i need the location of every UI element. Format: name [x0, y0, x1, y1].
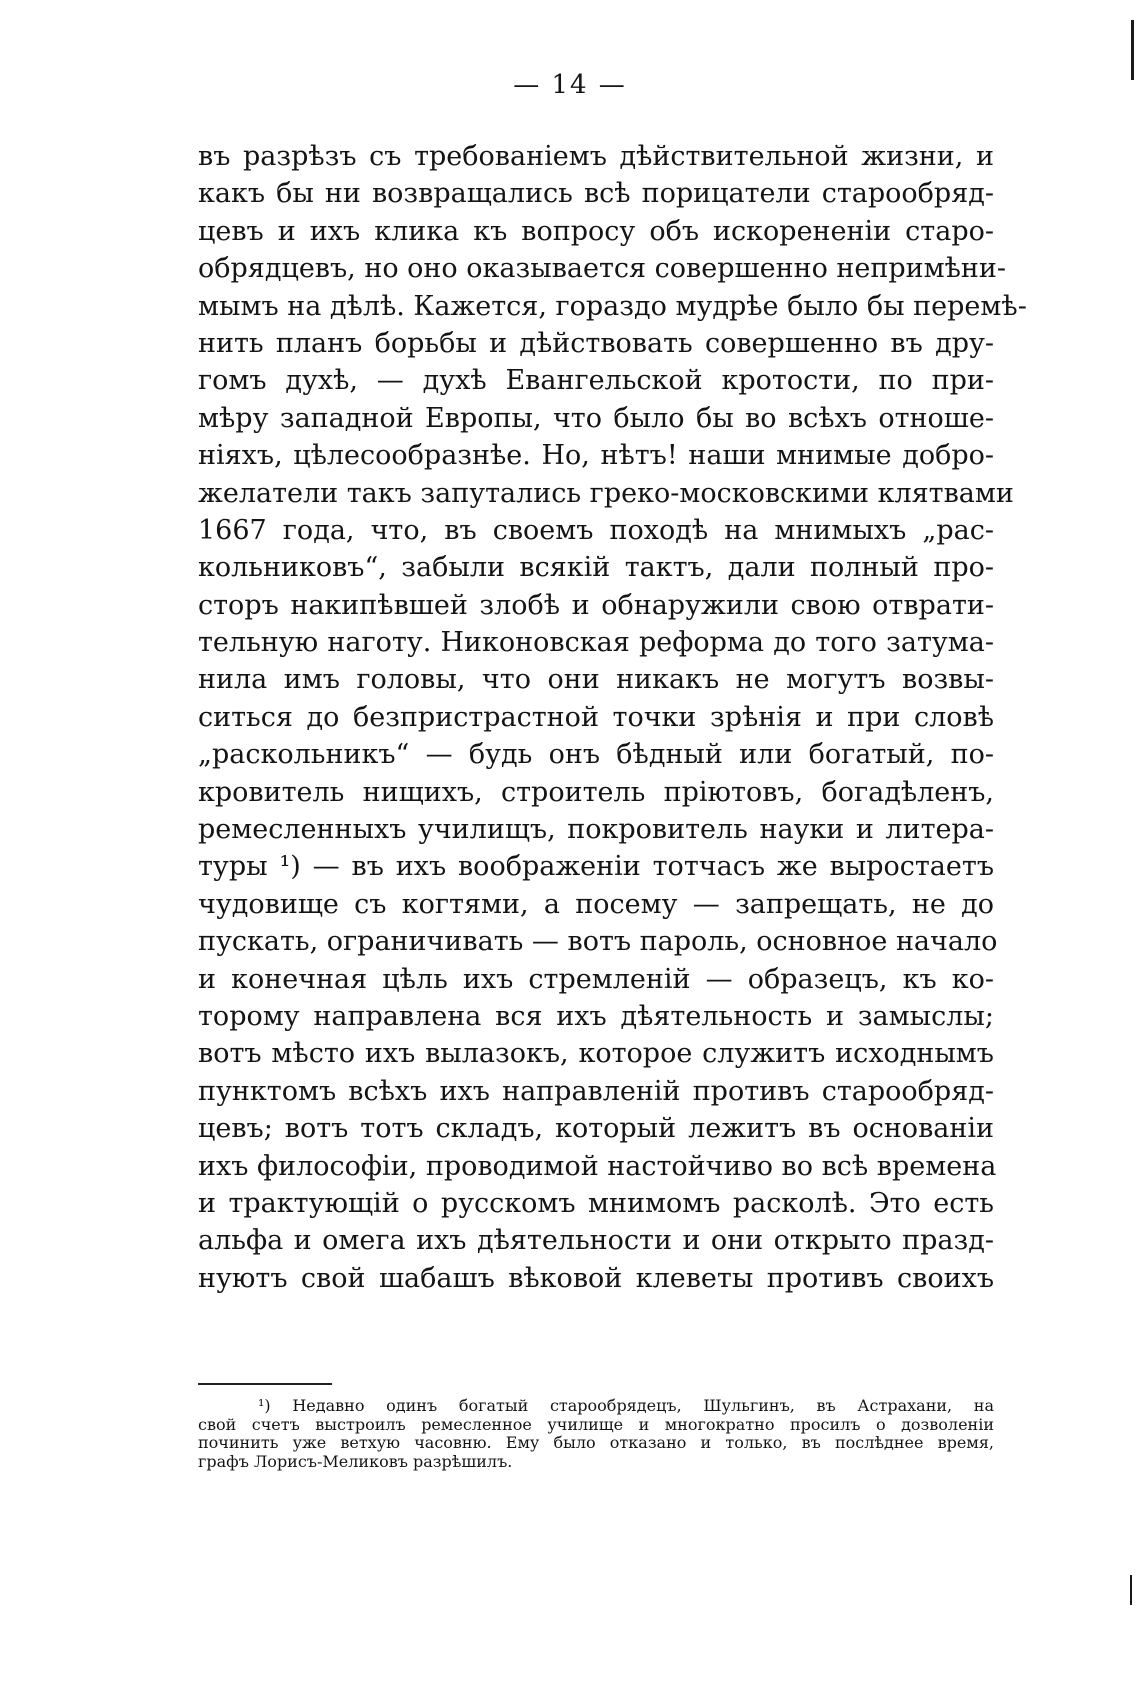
- text-line: тельную наготу. Никоновская реформа до того затума-: [198, 627, 994, 659]
- text-line: пускать, ограничивать — вотъ пароль, основное начало: [198, 926, 998, 958]
- text-line: пунктомъ всѣхъ ихъ направленій противъ старообряд-: [198, 1075, 994, 1107]
- footnote-line: свой счетъ выстроилъ ремесленное училище и многократно просилъ о дозволеніи: [198, 1414, 994, 1434]
- scan-edge-mark: [1130, 1575, 1132, 1605]
- text-line: ихъ философіи, проводимой настойчиво во всѣ времена: [198, 1150, 997, 1182]
- text-line: ситься до безпристрастной точки зрѣнія и при словѣ: [198, 701, 994, 733]
- page-number: — 14 —: [513, 70, 627, 100]
- text-line: цевъ и ихъ клика къ вопросу объ искорененіи старо-: [198, 215, 994, 247]
- text-line: нила имъ головы, что они никакъ не могутъ возвы-: [198, 664, 994, 696]
- text-line: туры ¹) — въ ихъ воображеніи тотчасъ же выростаетъ: [198, 851, 994, 883]
- text-line: торому направлена вся ихъ дѣятельность и замыслы;: [198, 1000, 994, 1032]
- text-line: кровитель нищихъ, строитель пріютовъ, богадѣленъ,: [198, 776, 994, 808]
- text-line: гомъ духѣ, — духѣ Евангельской кротости, по при-: [198, 365, 994, 397]
- text-line: чудовище съ когтями, а посему — запрещать, не до: [198, 888, 994, 920]
- text-line: альфа и омега ихъ дѣятельности и они открыто празд-: [198, 1225, 994, 1257]
- text-line: ніяхъ, цѣлесообразнѣе. Но, нѣтъ! наши мнимые добро-: [198, 440, 994, 472]
- text-line: нить планъ борьбы и дѣйствовать совершенно въ дру-: [198, 327, 994, 359]
- footnote-line: ¹) Недавно одинъ богатый старообрядецъ, Шульгинъ, въ Астрахани, на: [258, 1396, 994, 1415]
- scan-edge-mark: [1131, 20, 1134, 80]
- text-line: мымъ на дѣлѣ. Кажется, гораздо мудрѣе было бы перемѣ-: [198, 290, 1027, 322]
- text-line: „раскольникъ“ — будь онъ бѣдный или богатый, по-: [198, 739, 994, 771]
- text-line: какъ бы ни возвращались всѣ порицатели старообряд-: [198, 178, 994, 210]
- text-line: обрядцевъ, но оно оказывается совершенно непримѣни-: [198, 253, 1007, 285]
- text-line: вотъ мѣсто ихъ вылазокъ, которое служитъ исходнымъ: [198, 1038, 994, 1070]
- text-line: и конечная цѣль ихъ стремленій — образецъ, къ ко-: [198, 963, 994, 995]
- text-line: желатели такъ запутались греко-московскими клятвами: [198, 477, 1014, 509]
- text-line: въ разрѣзъ съ требованіемъ дѣйствительной жизни, и: [198, 141, 994, 172]
- text-line: мѣру западной Европы, что было бы во всѣхъ отноше-: [198, 402, 994, 434]
- text-line: цевъ; вотъ тотъ складъ, который лежитъ въ основаніи: [198, 1113, 994, 1145]
- footnote: [198, 1397, 994, 1471]
- text-line: 1667 года, что, въ своемъ походѣ на мнимыхъ „рас-: [198, 514, 994, 546]
- text-line: нуютъ свой шабашъ вѣковой клеветы противъ своихъ: [198, 1262, 994, 1294]
- footnote-line: починить уже ветхую часовню. Ему было отказано и только, въ послѣднее время,: [198, 1433, 994, 1452]
- text-line: и трактующій о русскомъ мнимомъ расколѣ. Это есть: [198, 1187, 994, 1219]
- text-line: сторъ накипѣвшей злобѣ и обнаружили свою отврати-: [198, 589, 994, 621]
- footnote-divider: [198, 1383, 332, 1385]
- text-line: ремесленныхъ училищъ, покровитель науки и литера-: [198, 814, 994, 846]
- text-line: кольниковъ“, забыли всякій тактъ, дали полный про-: [198, 552, 994, 584]
- body-text: [198, 138, 1027, 1297]
- footnote-line: графъ Лорисъ-Меликовъ разрѣшилъ.: [198, 1451, 513, 1471]
